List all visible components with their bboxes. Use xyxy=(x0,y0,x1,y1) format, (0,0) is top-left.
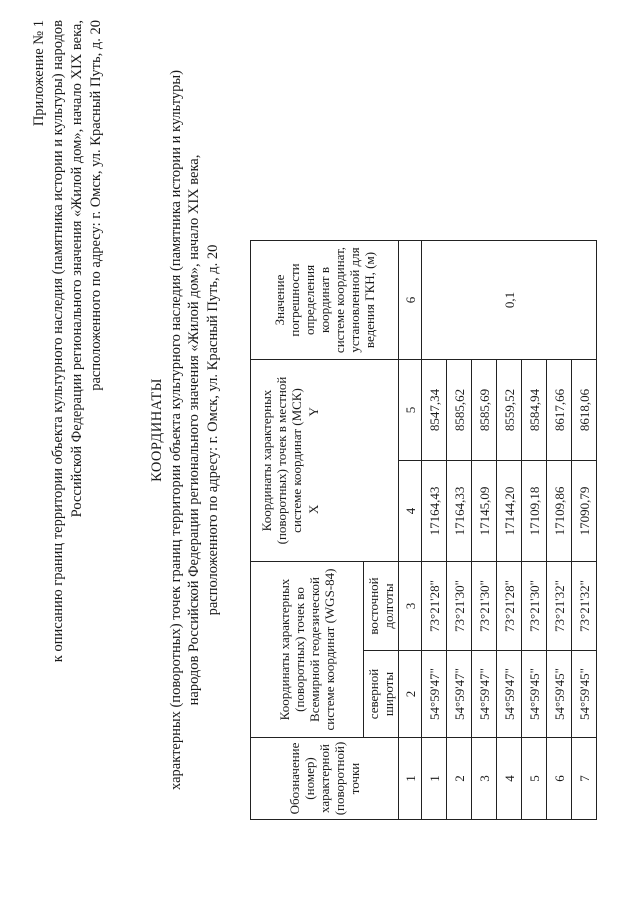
longitude: 73°21'32" xyxy=(572,562,597,651)
longitude: 73°21'28" xyxy=(497,562,522,651)
index-cell: 6 xyxy=(399,241,422,360)
header-msk-text: Координаты характерных (поворотных) точек в местной системе координат (МСК) xyxy=(259,376,304,545)
header-y: Y xyxy=(306,407,321,417)
y-coordinate: 8584,94 xyxy=(522,360,547,461)
coordinates-table xyxy=(250,240,597,820)
x-coordinate: 17164,43 xyxy=(422,461,447,562)
x-coordinate: 17144,20 xyxy=(497,461,522,562)
appendix-line: расположенного по адресу: г. Омск, ул. Красный Путь, д. 20 xyxy=(88,20,104,391)
header-point: Обозначение (номер) характерной (поворотной) точки xyxy=(251,738,399,820)
index-cell: 4 xyxy=(399,461,422,562)
index-cell: 5 xyxy=(399,360,422,461)
y-coordinate: 8585,62 xyxy=(447,360,472,461)
index-row xyxy=(399,241,422,820)
appendix-label: Приложение № 1 xyxy=(31,20,47,127)
header-xy xyxy=(304,363,321,558)
latitude: 54°59'45" xyxy=(522,651,547,738)
x-coordinate: 17090,79 xyxy=(572,461,597,562)
y-coordinate: 8618,06 xyxy=(572,360,597,461)
title-line: народов Российской Федерации регионального значения «Жилой дом», начало XIX века, xyxy=(186,154,202,706)
longitude: 73°21'28" xyxy=(422,562,447,651)
header-lon: восточной долготы xyxy=(364,562,399,651)
latitude: 54°59'47" xyxy=(422,651,447,738)
x-coordinate: 17164,33 xyxy=(447,461,472,562)
appendix-line: к описанию границ территории объекта культурного наследия (памятника истории и культуры) народов xyxy=(50,20,66,663)
table-row xyxy=(422,241,447,820)
latitude: 54°59'45" xyxy=(547,651,572,738)
point-number: 7 xyxy=(572,738,597,820)
document-title xyxy=(148,65,222,795)
x-coordinate: 17109,18 xyxy=(522,461,547,562)
y-coordinate: 8585,69 xyxy=(472,360,497,461)
point-number: 3 xyxy=(472,738,497,820)
longitude: 73°21'30" xyxy=(447,562,472,651)
latitude: 54°59'47" xyxy=(447,651,472,738)
header-error: Значение погрешности определения координат в системе координат, установленной для ведения ГКН, (м) xyxy=(251,241,399,360)
appendix-header xyxy=(30,20,106,780)
latitude: 54°59'47" xyxy=(472,651,497,738)
title-heading: КООРДИНАТЫ xyxy=(149,378,165,482)
error-value: 0,1 xyxy=(422,241,597,360)
longitude: 73°21'32" xyxy=(547,562,572,651)
longitude: 73°21'30" xyxy=(522,562,547,651)
y-coordinate: 8559,52 xyxy=(497,360,522,461)
point-number: 2 xyxy=(447,738,472,820)
x-coordinate: 17145,09 xyxy=(472,461,497,562)
latitude: 54°59'45" xyxy=(572,651,597,738)
longitude: 73°21'30" xyxy=(472,562,497,651)
index-cell: 2 xyxy=(399,651,422,738)
point-number: 5 xyxy=(522,738,547,820)
index-cell: 3 xyxy=(399,562,422,651)
point-number: 4 xyxy=(497,738,522,820)
header-lat: северной широты xyxy=(364,651,399,738)
title-line: расположенного по адресу: г. Омск, ул. Красный Путь, д. 20 xyxy=(204,244,221,616)
x-coordinate: 17109,86 xyxy=(547,461,572,562)
y-coordinate: 8547,34 xyxy=(422,360,447,461)
header-wgs: Координаты характерных (поворотных) точек во Всемирной геодезической системе координат (WGS-84) xyxy=(251,562,364,738)
header-x: X xyxy=(306,504,321,514)
index-cell: 1 xyxy=(399,738,422,820)
point-number: 1 xyxy=(422,738,447,820)
y-coordinate: 8617,66 xyxy=(547,360,572,461)
latitude: 54°59'47" xyxy=(497,651,522,738)
title-line: характерных (поворотных) точек границ территории объекта культурного наследия (памятника истории и культуры) xyxy=(167,70,184,790)
point-number: 6 xyxy=(547,738,572,820)
appendix-line: Российской Федерации регионального значения «Жилой дом», начало XIX века, xyxy=(69,20,85,518)
header-msk xyxy=(251,360,399,562)
